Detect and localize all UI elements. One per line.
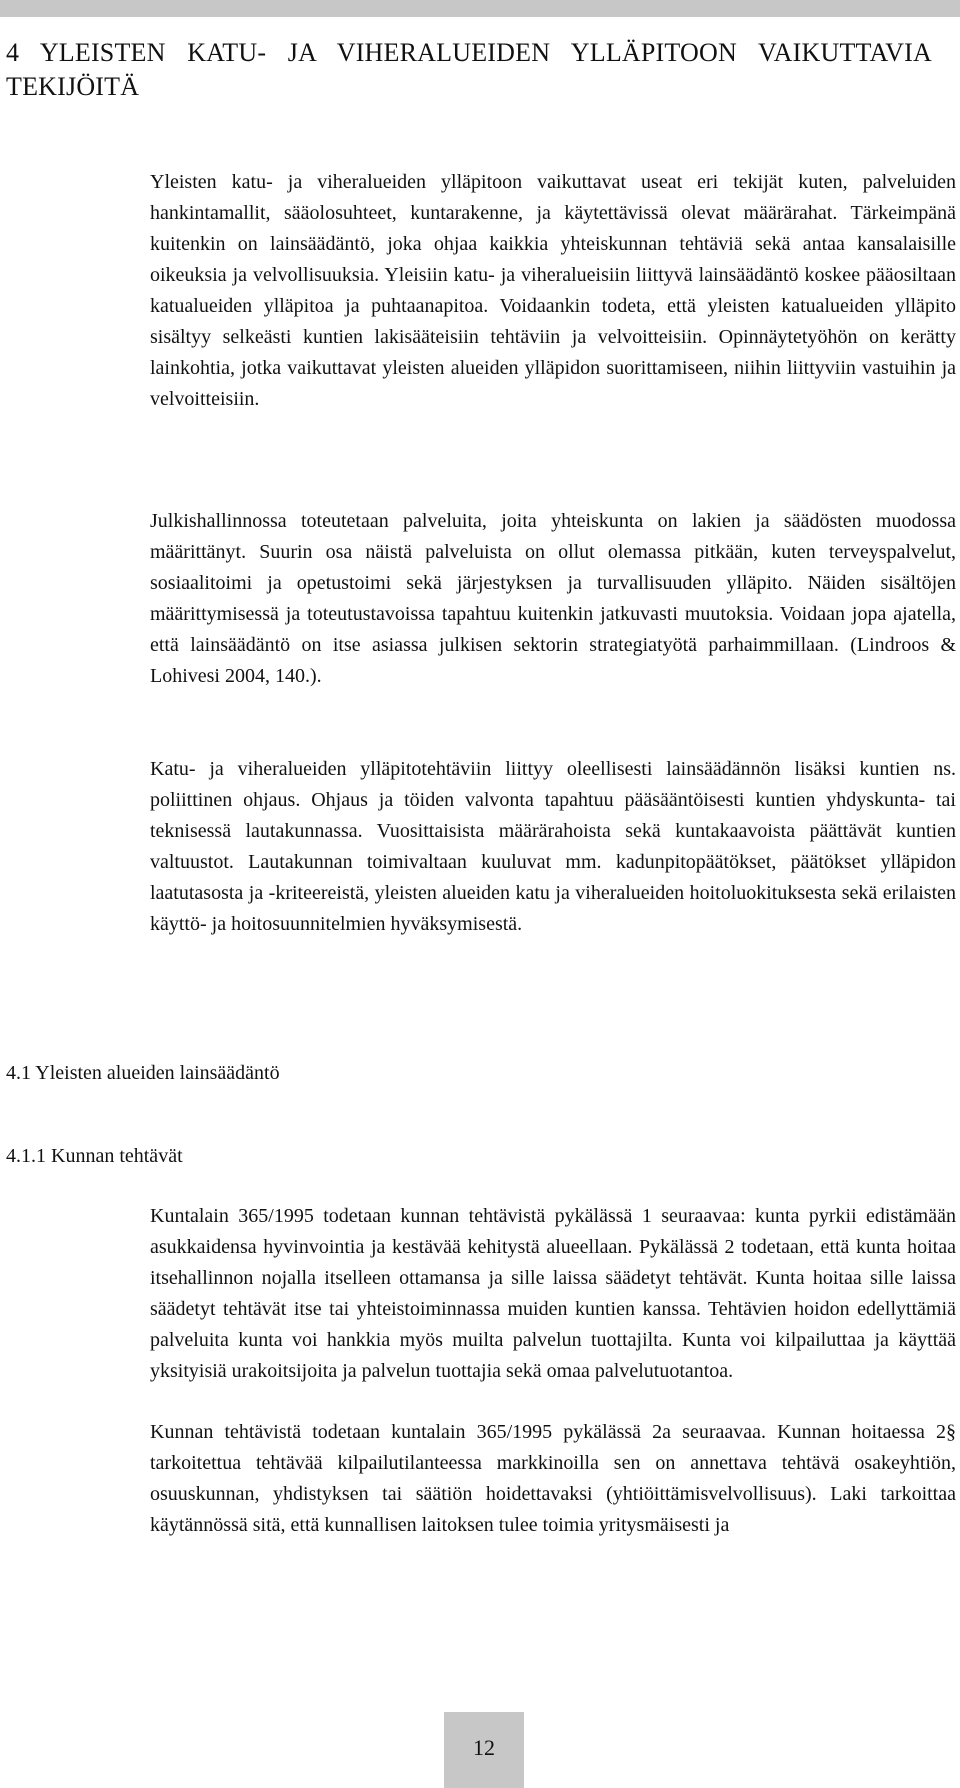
paragraph-intro: Yleisten katu- ja viheralueiden ylläpitoon vaikuttavat useat eri tekijät kuten, palveluiden hankintamallit, sääolosuhteet, kuntarakenne, ja käytettävissä olevat määrärahat. Tärkeimpänä kuitenkin on lainsäädäntö, joka ohjaa kaikkia yhteiskunnan tehtäviä sekä antaa kansalaisille oikeuksia ja velvollisuuksia. Yleisiin katu- ja viheralueisiin liittyvä lainsäädäntö koskee pääosiltaan katualueiden ylläpitoa ja puhtaanapitoa. Voidaankin todeta, että yleisten katualueiden ylläpito sisältyy selkeästi kuntien lakisääteisiin tehtäviin ja velvoitteisiin. Opinnäytetyöhön on kerätty lainkohtia, jotka vaikuttavat yleisten alueiden ylläpidon suorittamiseen, niihin liittyviin vastuihin ja velvoitteisiin. <box>150 171 956 410</box>
paragraph-incorporation-duty: Kunnan tehtävistä todetaan kuntalain 365/1995 pykälässä 2a seuraavaa. Kunnan hoitaessa 2§ tarkoitettua tehtävää kilpailutilanteessa markkinoilla sen on annettava tehtävä osakeyhtiön, osuuskunnan, yhdistyksen tai säätiön hoidettavaksi (yhtiöittämisvelvollisuus). Laki tarkoittaa käytännössä sitä, että kunnallisen laitoksen tulee toimia yritysmäisesti ja <box>150 1421 956 1536</box>
paragraph-public-administration: Julkishallinnossa toteutetaan palveluita, joita yhteiskunta on lakien ja säädösten muodossa määrittänyt. Suurin osa näistä palveluista on ollut olemassa pitkään, kuten terveyspalvelut, sosiaalitoimi ja opetustoimi sekä järjestyksen ja turvallisuuden ylläpito. Näiden sisältöjen määrittymisessä ja toteutustavoissa tapahtuu kuitenkin jatkuvasti muutoksia. Voidaan jopa ajatella, että lainsäädäntö on itse asiassa julkisen sektorin strategiatyötä parhaimmillaan. (Lindroos & Lohivesi 2004, 140.). <box>150 510 956 687</box>
top-bar <box>0 0 960 17</box>
chapter-title: 4 YLEISTEN KATU- JA VIHERALUEIDEN YLLÄPITOON VAIKUTTAVIA TEKIJÖITÄ <box>6 38 932 101</box>
page-number-box <box>444 1712 524 1788</box>
section-heading-4-1: 4.1 Yleisten alueiden lainsäädäntö <box>6 1062 280 1084</box>
paragraph-municipal-law: Kuntalain 365/1995 todetaan kunnan tehtävistä pykälässä 1 seuraavaa: kunta pyrkii edistämään asukkaidensa hyvinvointia ja kestävää kehitystä alueellaan. Pykälässä 2 todetaan, että kunta hoitaa itsehallinnon nojalla itselleen ottamansa ja sille laissa säädetyt tehtävät. Kunta hoitaa sille laissa säädetyt tehtävät itse tai yhteistoiminnassa muiden kuntien kanssa. Tehtävien hoidon edellyttämiä palveluita kunta voi hankkia myös muilta palvelun tuottajilta. Kunta voi kilpailuttaa ja käyttää yksityisiä urakoitsijoita ja palvelun tuottajia sekä omaa palvelutuotantoa. <box>150 1205 956 1382</box>
paragraph-political-steering: Katu- ja viheralueiden ylläpitotehtäviin liittyy oleellisesti lainsäädännön lisäksi kuntien ns. poliittinen ohjaus. Ohjaus ja töiden valvonta tapahtuu pääsääntöisesti kuntien yhdyskunta- tai teknisessä lautakunnassa. Vuosittaisista määrärahoista sekä kuntakaavoista päättävät kuntien valtuustot. Lautakunnan toimivaltaan kuuluvat mm. kadunpitopäätökset, päätökset ylläpidon laatutasosta ja -kriteereistä, yleisten alueiden katu ja viheralueiden hoitoluokituksesta sekä erilaisten käyttö- ja hoitosuunnitelmien hyväksymisestä. <box>150 758 956 935</box>
page-number: 12 <box>473 1735 495 1760</box>
section-heading-4-1-1: 4.1.1 Kunnan tehtävät <box>6 1145 183 1167</box>
